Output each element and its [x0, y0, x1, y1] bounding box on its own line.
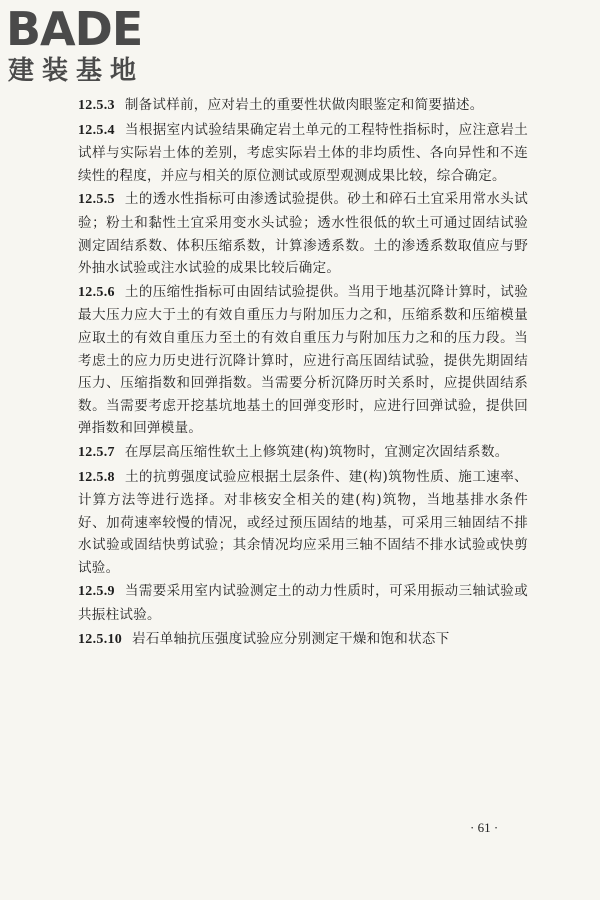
clause-text: 岩石单轴抗压强度试验应分别测定干燥和饱和状态下 [132, 630, 450, 647]
clause-number: 12.5.8 [78, 469, 115, 485]
clause-number: 12.5.7 [78, 444, 115, 460]
clause-text: 当根据室内试验结果确定岩土单元的工程特性指标时，应注意岩土试样与实际岩土体的差别，考虑实际岩土体的非均质性、各向异性和不连续性的程度，并应与相关的原位测试或原型观测成果比较，综合确定。 [78, 121, 528, 184]
clause-text: 在厚层高压缩性软土上修筑建(构)筑物时，宜测定次固结系数。 [124, 443, 509, 460]
clause-number: 12.5.3 [78, 98, 115, 113]
page-number: · 61 · [470, 820, 499, 835]
logo-subtitle: 建装基地 [8, 56, 145, 86]
clause-12-5-7 [78, 441, 528, 465]
clause-12-5-10 [78, 628, 528, 652]
clause-text: 当需要采用室内试验测定土的动力性质时，可采用振动三轴试验或共振柱试验。 [78, 583, 528, 624]
clause-number: 12.5.4 [78, 122, 115, 138]
clause-number: 12.5.9 [78, 584, 115, 600]
clause-number: 12.5.6 [78, 284, 115, 300]
clause-12-5-4 [78, 119, 528, 188]
clause-12-5-3 [78, 94, 528, 118]
clause-text: 土的透水性指标可由渗透试验提供。砂土和碎石土宜采用常水头试验；粉土和黏性土宜采用变水头试验；透水性很低的软土可通过固结试验测定固结系数、体积压缩系数，计算渗透系数。土的渗透系数取值应与野外抽水试验或注水试验的成果比较后确定。 [78, 191, 528, 277]
clause-text: 土的抗剪强度试验应根据土层条件、建(构)筑物性质、施工速率、计算方法等进行选择。对非核安全相关的建(构)筑物，当地基排水条件好、加荷速率较慢的情况，或经过预压固结的地基，可采用三轴固结不排水试验或固结快剪试验；其余情况均应采用三轴不固结不排水试验或快剪试验。 [78, 468, 528, 576]
logo-wordmark: BADE [6, 2, 143, 56]
clause-number: 12.5.5 [78, 192, 115, 208]
clause-text: 制备试样前，应对岩土的重要性状做肉眼鉴定和简要描述。 [124, 97, 484, 113]
clause-12-5-8 [78, 466, 528, 580]
clause-12-5-6 [78, 281, 528, 440]
clause-text: 土的压缩性指标可由固结试验提供。当用于地基沉降计算时，试验最大压力应大于土的有效自重压力与附加压力之和，压缩系数和压缩模量应取土的有效自重压力至土的有效自重压力与附加压力之和的压力段。当考虑土的应力历史进行沉降计算时，应进行高压固结试验，提供先期固结压力、压缩指数和回弹指数。当需要分析沉降历时关系时，应提供固结系数。当需要考虑开挖基坑地基土的回弹变形时，应进行回弹试验，提供回弹指数和回弹模量。 [78, 283, 528, 437]
clause-12-5-5 [78, 188, 528, 279]
bade-logo [6, 4, 176, 90]
clause-12-5-9 [78, 580, 528, 626]
body-text [78, 94, 528, 651]
clause-number: 12.5.10 [78, 631, 123, 647]
